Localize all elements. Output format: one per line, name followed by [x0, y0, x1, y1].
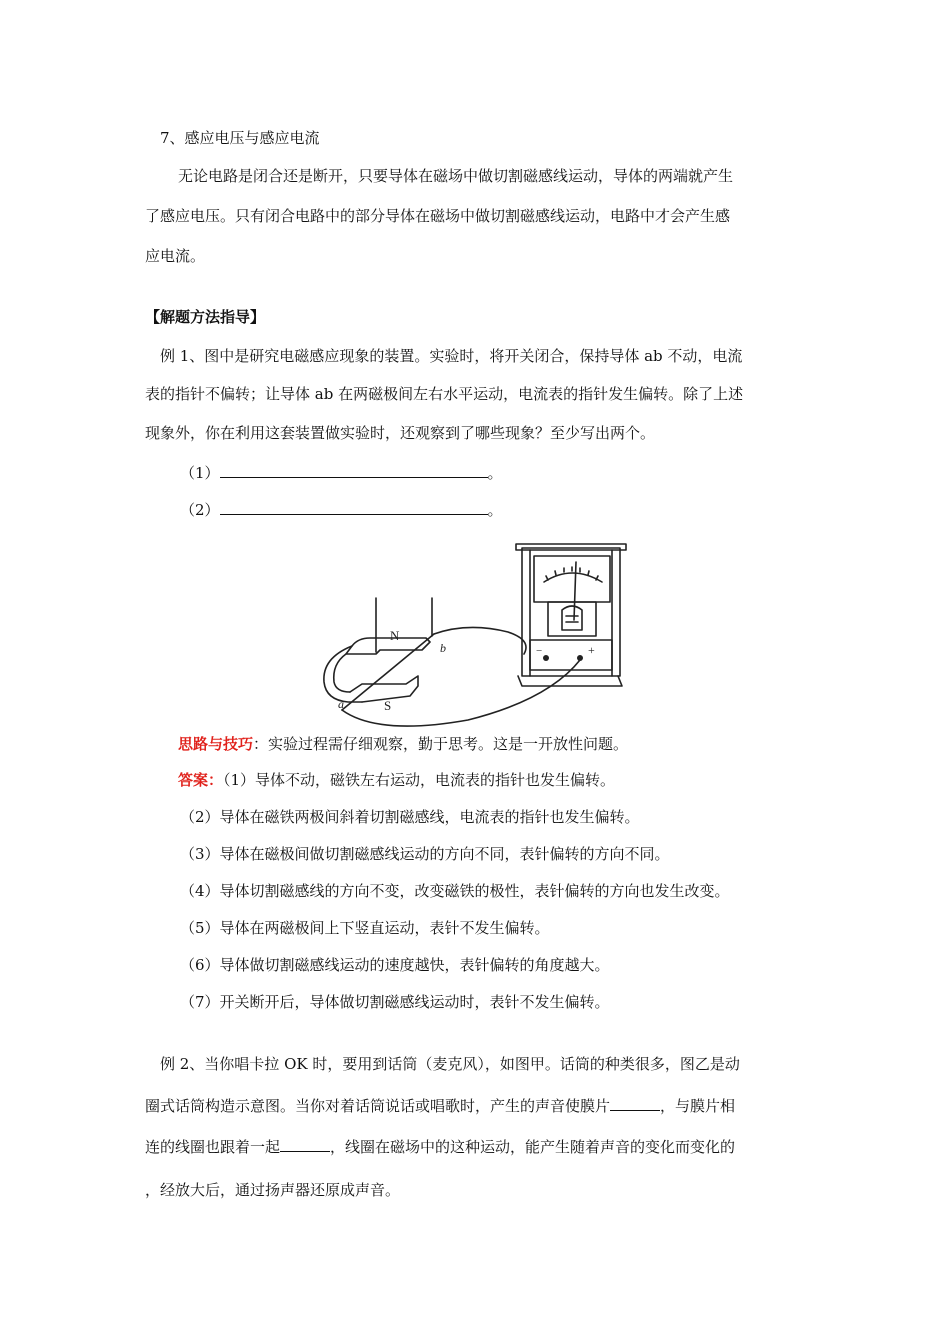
label-n-pole: N [390, 628, 400, 643]
example-2-line [145, 1095, 735, 1116]
answer-item: （2）导体在磁铁两极间斜着切割磁感线，电流表的指针也发生偏转。 [180, 808, 640, 826]
example-1-line: 表的指针不偏转；让导体 ab 在两磁极间左右水平运动，电流表的指针发生偏转。除了上述 [145, 385, 744, 403]
blank-coil-motion[interactable] [280, 1136, 330, 1152]
method-heading: 【解题方法指导】 [145, 308, 266, 326]
paragraph-line: 了感应电压。只有闭合电路中的部分导体在磁场中做切割磁感线运动，电路中才会产生感 [145, 207, 731, 225]
section-heading: 7、感应电压与感应电流 [160, 129, 320, 147]
tips-text: ：实验过程需仔细观察，勤于思考。这是一开放性问题。 [253, 735, 629, 753]
tips-row [178, 734, 628, 754]
blank-suffix: 。 [487, 501, 503, 519]
example-1-line: 现象外，你在利用这套装置做实验时，还观察到了哪些现象？至少写出两个。 [145, 424, 656, 442]
label-s-pole: S [384, 698, 392, 713]
answer-item: （3）导体在磁极间做切割磁感线运动的方向不同，表针偏转的方向不同。 [180, 845, 670, 863]
label-plus: + [588, 643, 595, 657]
label-end-b: b [440, 641, 446, 655]
answer-item: （4）导体切割磁感线的方向不变，改变磁铁的极性，表针偏转的方向也发生改变。 [180, 882, 730, 900]
answer-blank-row-1 [180, 462, 503, 483]
label-end-a: a [338, 697, 344, 711]
electromagnetic-induction-apparatus-figure [318, 540, 638, 730]
answer-item: （1）导体不动，磁铁左右运动，电流表的指针也发生偏转。 [223, 771, 616, 789]
example-2-text: 圈式话筒构造示意图。当你对着话筒说话或唱歌时，产生的声音使膜片 [145, 1097, 611, 1115]
label-minus: − [536, 645, 543, 657]
blank-prefix: （2） [180, 501, 220, 519]
answer-blank-1[interactable] [220, 462, 488, 478]
example-2-line: ，经放大后，通过扬声器还原成声音。 [145, 1181, 401, 1199]
blank-prefix: （1） [180, 464, 220, 482]
wire-b [434, 627, 526, 654]
answer-blank-2[interactable] [220, 499, 488, 515]
example-2-text: 连的线圈也跟着一起 [145, 1138, 281, 1156]
answer-item: （7）开关断开后，导体做切割磁感线运动时，表针不发生偏转。 [180, 993, 610, 1011]
answer-item: （6）导体做切割磁感线运动的速度越快，表针偏转的角度越大。 [180, 956, 610, 974]
answer-blank-row-2 [180, 499, 503, 520]
magnet-curve-inner [334, 654, 350, 692]
meter-scale [534, 556, 610, 602]
terminal-plus [577, 655, 583, 661]
meter-needle [574, 562, 576, 620]
paragraph-line: 无论电路是闭合还是断开，只要导体在磁场中做切割磁感线运动，导体的两端就产生 [178, 167, 734, 185]
example-2-line [145, 1136, 735, 1157]
magnet-top-arm [346, 638, 430, 654]
terminal-minus [543, 655, 549, 661]
tips-label: 思路与技巧 [178, 735, 254, 753]
answer-row-1 [178, 770, 615, 790]
paragraph-line: 应电流。 [145, 247, 206, 265]
example-2-line: 例 2、当你唱卡拉 OK 时，要用到话筒（麦克风），如图甲。话筒的种类很多，图乙是动 [160, 1055, 740, 1073]
blank-suffix: 。 [487, 464, 503, 482]
answer-label: 答案： [178, 771, 224, 789]
blank-diaphragm-motion[interactable] [610, 1095, 660, 1111]
answer-item: （5）导体在两磁极间上下竖直运动，表针不发生偏转。 [180, 919, 550, 937]
example-2-text: ，线圈在磁场中的这种运动，能产生随着声音的变化而变化的 [330, 1138, 736, 1156]
example-2-text: ，与膜片相 [660, 1097, 736, 1115]
example-1-line: 例 1、图中是研究电磁感应现象的装置。实验时，将开关闭合，保持导体 ab 不动，电流 [160, 347, 743, 365]
meter-coil [562, 606, 582, 630]
